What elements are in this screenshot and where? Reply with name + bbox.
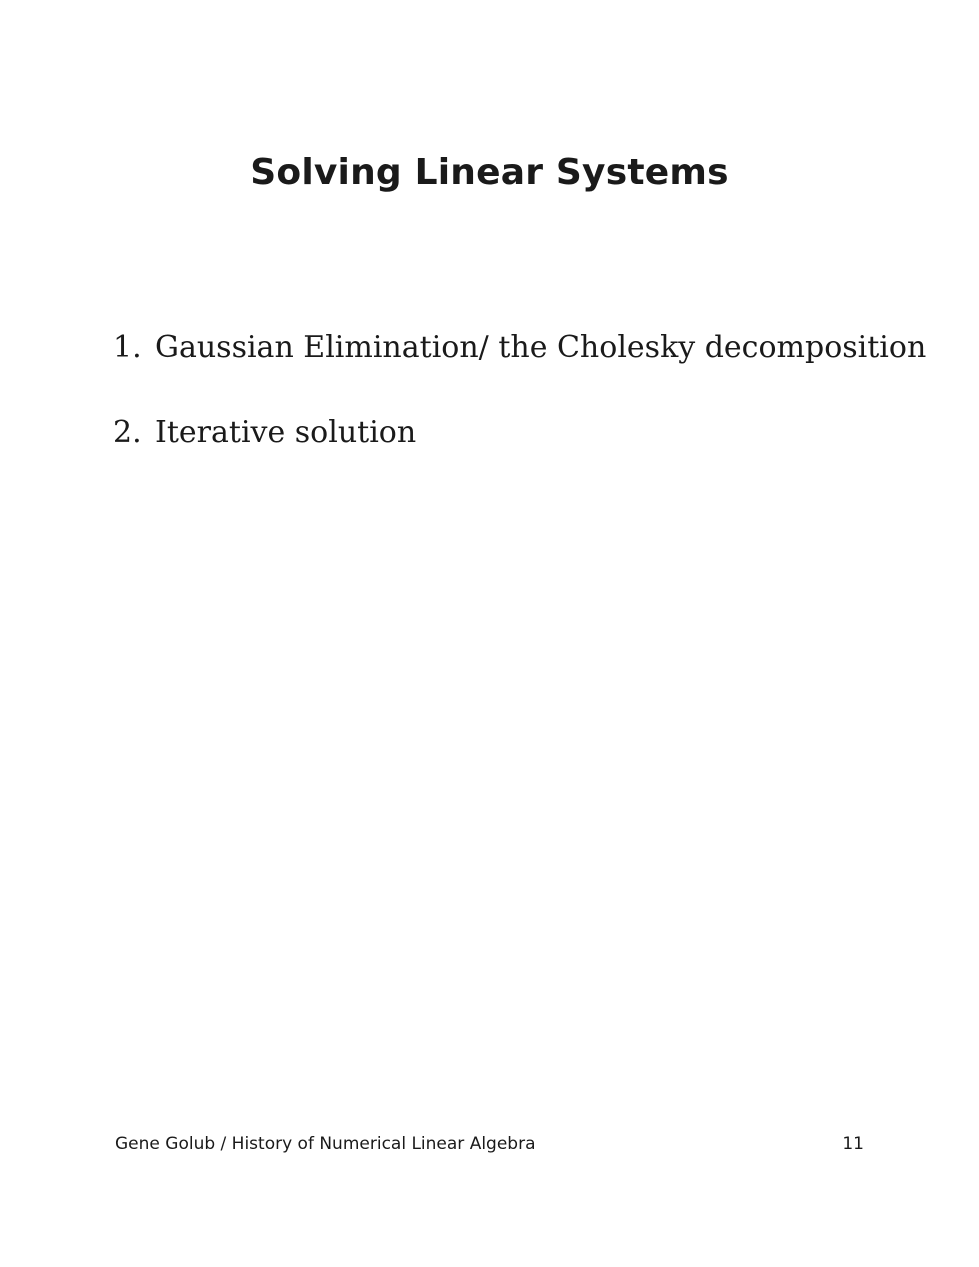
list-item-number: 2.	[113, 415, 142, 450]
page-number: 11	[842, 1134, 864, 1154]
list-item	[113, 415, 926, 457]
footer-caption: Gene Golub / History of Numerical Linear Algebra	[115, 1134, 536, 1154]
list-item-text: Gaussian Elimination/ the Cholesky decomposition	[155, 330, 927, 365]
numbered-list	[113, 330, 926, 500]
slide-title: Solving Linear Systems	[250, 152, 729, 193]
list-item	[113, 330, 926, 372]
footer	[115, 1134, 864, 1154]
list-item-text: Iterative solution	[155, 415, 417, 450]
list-item-number: 1.	[113, 330, 142, 365]
